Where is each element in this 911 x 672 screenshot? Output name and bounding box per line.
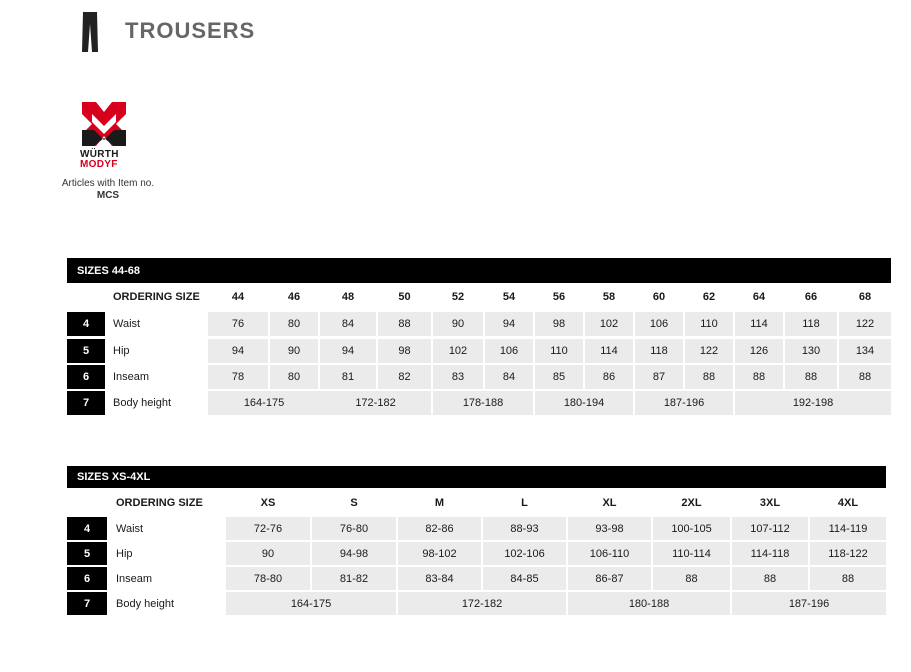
measure-cell: 114-118 (732, 542, 808, 565)
measure-cell: 81 (320, 365, 376, 389)
measure-cell: 98 (535, 312, 583, 336)
measure-cell: 106-110 (568, 542, 651, 565)
row-label: Inseam (113, 371, 150, 383)
row-label: Body height (116, 597, 175, 610)
measure-cell: 88 (685, 365, 733, 389)
article-code: MCS (96, 190, 120, 201)
measure-cell: 102 (585, 312, 633, 336)
measure-cell: 122 (839, 312, 891, 336)
measure-cell: 98 (378, 339, 431, 363)
measure-cell: 114-119 (810, 517, 886, 540)
measure-cell: 84-85 (483, 567, 566, 590)
measure-cell: 100-105 (653, 517, 730, 540)
measure-cell: 118 (785, 312, 837, 336)
size-header: 48 (341, 291, 355, 303)
body-height-cell: 164-175 (208, 391, 320, 415)
row-number: 7 (67, 592, 107, 615)
row-number: 6 (67, 365, 105, 389)
measure-cell: 94-98 (312, 542, 396, 565)
row-label: Hip (116, 547, 133, 560)
measure-cell: 106 (635, 312, 683, 336)
measure-cell: 76-80 (312, 517, 396, 540)
measure-cell: 88 (839, 365, 891, 389)
measure-cell: 84 (320, 312, 376, 336)
row-label: Inseam (116, 572, 153, 585)
measure-cell: 106 (485, 339, 533, 363)
measure-cell: 107-112 (732, 517, 808, 540)
measure-cell: 80 (270, 365, 318, 389)
size-header: 60 (652, 291, 666, 303)
measure-cell: 87 (635, 365, 683, 389)
measure-cell: 88 (785, 365, 837, 389)
size-header: S (350, 497, 358, 509)
body-height-cell: 187-196 (635, 391, 733, 415)
size-header: 58 (602, 291, 616, 303)
measure-cell: 114 (735, 312, 783, 336)
body-height-cell: 192-198 (735, 391, 891, 415)
body-height-cell: 180-194 (535, 391, 633, 415)
measure-cell: 82-86 (398, 517, 481, 540)
measure-cell: 98-102 (398, 542, 481, 565)
measure-cell: 88 (732, 567, 808, 590)
measure-cell: 83 (433, 365, 483, 389)
measure-cell: 110 (685, 312, 733, 336)
measure-cell: 88 (653, 567, 730, 590)
measure-cell: 78-80 (226, 567, 310, 590)
body-height-cell: 172-182 (398, 592, 566, 615)
measure-cell: 80 (270, 312, 318, 336)
measure-cell: 85 (535, 365, 583, 389)
body-height-cell: 164-175 (226, 592, 396, 615)
measure-cell: 90 (226, 542, 310, 565)
measure-cell: 76 (208, 312, 268, 336)
measure-cell: 83-84 (398, 567, 481, 590)
size-header: 64 (752, 291, 766, 303)
size-header: L (521, 497, 528, 509)
size-header: 52 (451, 291, 465, 303)
measure-cell: 126 (735, 339, 783, 363)
size-header: M (434, 497, 445, 509)
row-number: 6 (67, 567, 107, 590)
size-header: XL (602, 497, 617, 509)
measure-cell: 84 (485, 365, 533, 389)
body-height-cell: 180-188 (568, 592, 730, 615)
row-number: 5 (67, 542, 107, 565)
trousers-icon (80, 12, 100, 52)
measure-cell: 94 (208, 339, 268, 363)
size-header: 68 (858, 291, 872, 303)
measure-cell: 86 (585, 365, 633, 389)
body-height-cell: 172-182 (320, 391, 431, 415)
measure-cell: 72-76 (226, 517, 310, 540)
measure-cell: 118 (635, 339, 683, 363)
brand-name-line1: WÜRTH (80, 149, 119, 160)
measure-cell: 110 (535, 339, 583, 363)
measure-cell: 88 (735, 365, 783, 389)
row-number: 5 (67, 339, 105, 363)
size-header: XS (260, 497, 276, 509)
measure-cell: 93-98 (568, 517, 651, 540)
measure-cell: 88 (378, 312, 431, 336)
measure-cell: 90 (433, 312, 483, 336)
size-header: 54 (502, 291, 516, 303)
measure-cell: 122 (685, 339, 733, 363)
measure-cell: 90 (270, 339, 318, 363)
row-label: Hip (113, 345, 130, 357)
row-label: Waist (116, 522, 144, 535)
body-height-cell: 178-188 (433, 391, 533, 415)
measure-cell: 102-106 (483, 542, 566, 565)
measure-cell: 78 (208, 365, 268, 389)
article-note-text: Articles with Item no. (61, 178, 155, 189)
ordering-size-label: ORDERING SIZE (116, 497, 203, 509)
wurth-modyf-logo (80, 100, 128, 148)
section-title: SIZES XS-4XL (67, 466, 886, 488)
size-header: 44 (231, 291, 245, 303)
size-header: 66 (804, 291, 818, 303)
size-header: 46 (287, 291, 301, 303)
article-note (60, 178, 156, 202)
size-header: 50 (398, 291, 411, 303)
page-title: TROUSERS (125, 18, 256, 43)
measure-cell: 86-87 (568, 567, 651, 590)
ordering-size-label: ORDERING SIZE (113, 291, 200, 303)
measure-cell: 82 (378, 365, 431, 389)
size-header: 3XL (759, 497, 781, 509)
measure-cell: 130 (785, 339, 837, 363)
measure-cell: 134 (839, 339, 891, 363)
measure-cell: 88 (810, 567, 886, 590)
size-header: 62 (702, 291, 716, 303)
measure-cell: 94 (320, 339, 376, 363)
row-label: Body height (113, 397, 172, 409)
row-number: 7 (67, 391, 105, 415)
measure-cell: 110-114 (653, 542, 730, 565)
measure-cell: 88-93 (483, 517, 566, 540)
section-title: SIZES 44-68 (67, 258, 891, 283)
size-header: 4XL (837, 497, 859, 509)
measure-cell: 118-122 (810, 542, 886, 565)
brand-name-line2: MODYF (80, 159, 118, 170)
row-number: 4 (67, 517, 107, 540)
row-number: 4 (67, 312, 105, 336)
measure-cell: 114 (585, 339, 633, 363)
measure-cell: 102 (433, 339, 483, 363)
measure-cell: 94 (485, 312, 533, 336)
size-header: 56 (552, 291, 566, 303)
row-label: Waist (113, 318, 141, 330)
measure-cell: 81-82 (312, 567, 396, 590)
body-height-cell: 187-196 (732, 592, 886, 615)
size-header: 2XL (681, 497, 702, 509)
